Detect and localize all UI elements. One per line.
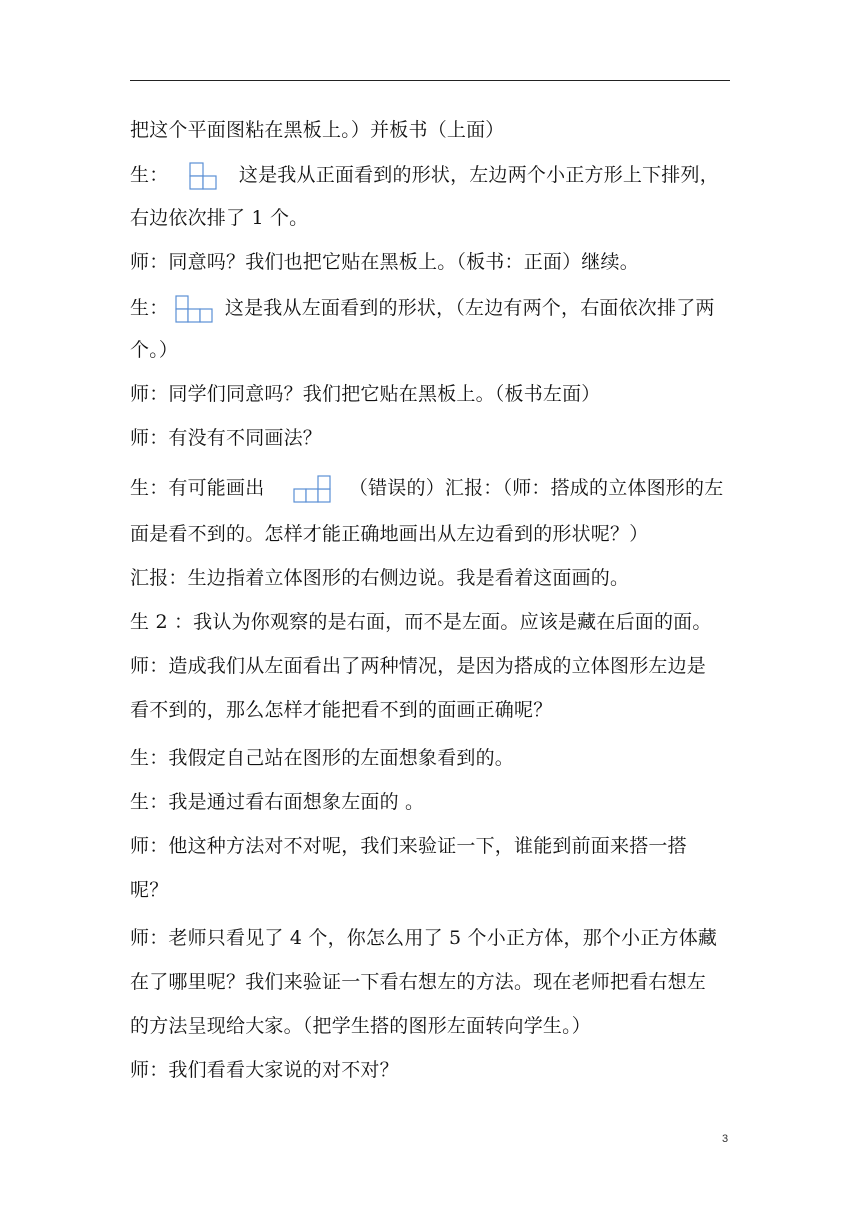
- text-line-21: 的方法呈现给大家。（把学生搭的图形左面转向学生。）: [130, 1015, 592, 1037]
- text-line-19: 师：老师只看见了 4 个，你怎么用了 5 个小正方体，那个小正方体藏: [130, 927, 718, 949]
- text-line-20: 在了哪里呢？我们来验证一下看右想左的方法。现在老师把看右想左: [130, 971, 707, 993]
- text-line-16: 生：我是通过看右面想象左面的 。: [130, 791, 425, 813]
- speaker-label: 生：: [130, 297, 169, 319]
- text-line-9: [130, 474, 730, 504]
- text-line-2-content: 这是我从正面看到的形状，左边两个小正方形上下排列，: [238, 164, 719, 186]
- text-line-8: 师：有没有不同画法？: [130, 427, 323, 449]
- wrong-left-view-figure: [293, 474, 333, 504]
- text-line-5-content: 这是我从左面看到的形状，（左边有两个，右面依次排了两: [224, 297, 715, 319]
- text-line-14: 看不到的，那么怎样才能把看不到的面画正确呢？: [130, 699, 553, 721]
- text-line-18: 呢？: [130, 879, 169, 901]
- text-line-9-content: （错误的）汇报：（师：搭成的立体图形的左: [348, 477, 724, 499]
- header-rule: [130, 80, 730, 81]
- text-line-7: 师：同学们同意吗？我们把它贴在黑板上。（板书左面）: [130, 383, 601, 405]
- text-line-2: [130, 162, 730, 190]
- left-view-figure: [175, 294, 215, 324]
- text-line-1: 把这个平面图粘在黑板上。）并板书（上面）: [130, 119, 505, 141]
- speaker-label: 生：: [130, 164, 169, 186]
- text-line-22: 师：我们看看大家说的对不对？: [130, 1059, 399, 1081]
- text-line-11: 汇报：生边指着立体图形的右侧边说。我是看着这面画的。: [130, 567, 630, 589]
- front-view-figure: [189, 162, 219, 190]
- text-line-12: 生 2 ：我认为你观察的是右面，而不是左面。应该是藏在后面的面。: [130, 611, 712, 633]
- text-line-17: 师：他这种方法对不对呢，我们来验证一下，谁能到前面来搭一搭: [130, 835, 687, 857]
- text-line-13: 师：造成我们从左面看出了两种情况，是因为搭成的立体图形左边是: [130, 655, 707, 677]
- text-line-3: 右边依次排了 1 个。: [130, 207, 309, 229]
- page-number: 3: [722, 1133, 729, 1145]
- text-line-10: 面是看不到的。怎样才能正确地画出从左边看到的形状呢？）: [130, 523, 649, 545]
- text-line-6: 个。）: [130, 339, 179, 361]
- text-line-15: 生：我假定自己站在图形的左面想象看到的。: [130, 747, 515, 769]
- text-line-5: [130, 294, 730, 324]
- speaker-label: 生：有可能画出: [130, 477, 265, 499]
- text-line-4: 师：同意吗？我们也把它贴在黑板上。（板书：正面）继续。: [130, 251, 639, 273]
